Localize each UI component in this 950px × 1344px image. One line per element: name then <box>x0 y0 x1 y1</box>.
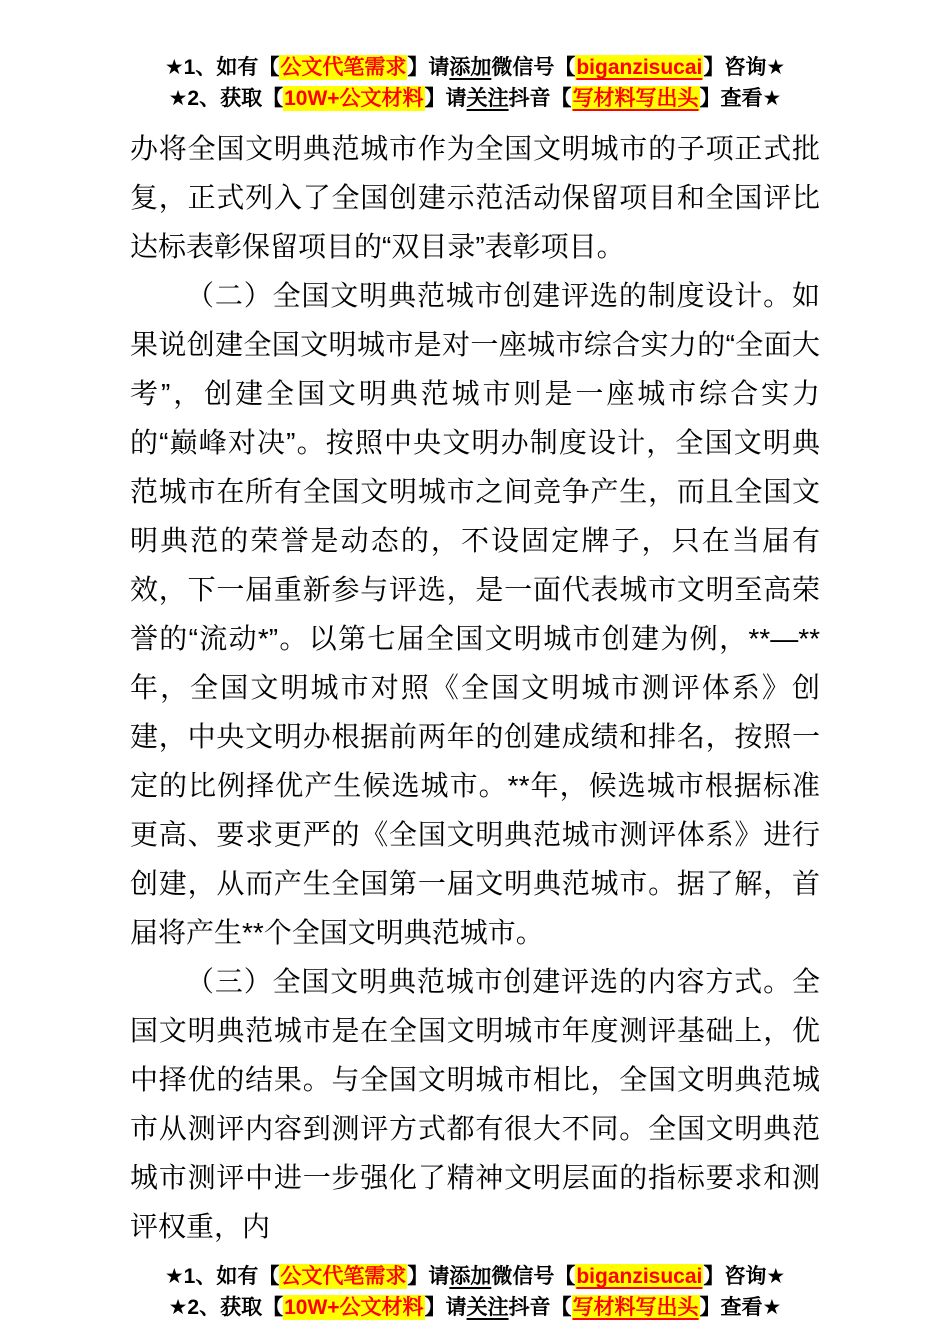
ad1-mid1: 】请 <box>407 1265 450 1288</box>
ad1-suffix: 】咨询★ <box>703 56 786 79</box>
ad1-prefix: ★1、如有【 <box>164 1265 280 1288</box>
ad2-mid2: 抖音【 <box>508 1296 572 1319</box>
ad1-suffix: 】咨询★ <box>703 1265 786 1288</box>
ad1-mid1: 】请 <box>407 56 450 79</box>
header-ad-line-2 <box>0 83 950 114</box>
header-ad-line-1 <box>0 52 950 83</box>
footer-ad-line-1 <box>0 1261 950 1292</box>
ad1-service-highlight: 公文代笔需求 <box>280 56 407 79</box>
ad1-add-underline: 添加 <box>449 1265 492 1288</box>
ad2-mid1: 】请 <box>424 87 467 110</box>
ad1-wechat-id-highlight: biganzisucai <box>576 1265 703 1288</box>
ad2-mid1: 】请 <box>424 1296 467 1319</box>
ad2-douyin-id-highlight: 写材料写出头 <box>572 87 699 110</box>
ad2-materials-highlight: 10W+公文材料 <box>284 87 424 110</box>
header-ad-banner <box>0 0 950 114</box>
ad1-service-highlight: 公文代笔需求 <box>280 1265 407 1288</box>
ad2-suffix: 】查看★ <box>699 1296 782 1319</box>
footer-ad-line-2 <box>0 1292 950 1323</box>
ad1-prefix: ★1、如有【 <box>164 56 280 79</box>
body-paragraph: （三）全国文明典范城市创建评选的内容方式。全国文明典范城市是在全国文明城市年度测评基础上，优中择优的结果。与全国文明城市相比，全国文明典范城市从测评内容到测评方式都有很大不同。全国文明典范城市测评中进一步强化了精神文明层面的指标要求和测评权重，内 <box>130 966 820 1242</box>
ad2-suffix: 】查看★ <box>699 87 782 110</box>
ad2-materials-highlight: 10W+公文材料 <box>284 1296 424 1319</box>
ad1-wechat-id-highlight: biganzisucai <box>576 56 703 79</box>
ad2-mid2: 抖音【 <box>508 87 572 110</box>
ad2-follow-underline: 关注 <box>466 1296 509 1319</box>
footer-ad-banner <box>0 1261 950 1323</box>
ad1-mid2: 微信号【 <box>491 1265 576 1288</box>
ad2-prefix: ★2、获取【 <box>168 87 284 110</box>
ad1-mid2: 微信号【 <box>491 56 576 79</box>
body-paragraph: （二）全国文明典范城市创建评选的制度设计。如果说创建全国文明城市是对一座城市综合实力的“全面大考”，创建全国文明典范城市则是一座城市综合实力的“巅峰对决”。按照中央文明办制度设计，全国文明典范城市在所有全国文明城市之间竞争产生，而且全国文明典范的荣誉是动态的，不设固定牌子，只在当届有效，下一届重新参与评选，是一面代表城市文明至高荣誉的“流动*”。以第七届全国文明城市创建为例，**—**年，全国文明城市对照《全国文明城市测评体系》创建，中央文明办根据前两年的创建成绩和排名，按照一定的比例择优产生候选城市。**年，候选城市根据标准更高、要求更严的《全国文明典范城市测评体系》进行创建，从而产生全国第一届文明典范城市。据了解，首届将产生**个全国文明典范城市。 <box>130 280 820 948</box>
ad2-follow-underline: 关注 <box>466 87 509 110</box>
ad2-douyin-id-highlight: 写材料写出头 <box>572 1296 699 1319</box>
ad2-prefix: ★2、获取【 <box>168 1296 284 1319</box>
ad1-add-underline: 添加 <box>449 56 492 79</box>
body-paragraph: 办将全国文明典范城市作为全国文明城市的子项正式批复，正式列入了全国创建示范活动保留项目和全国评比达标表彰保留项目的“双目录”表彰项目。 <box>130 133 820 262</box>
document-body <box>130 124 820 1251</box>
